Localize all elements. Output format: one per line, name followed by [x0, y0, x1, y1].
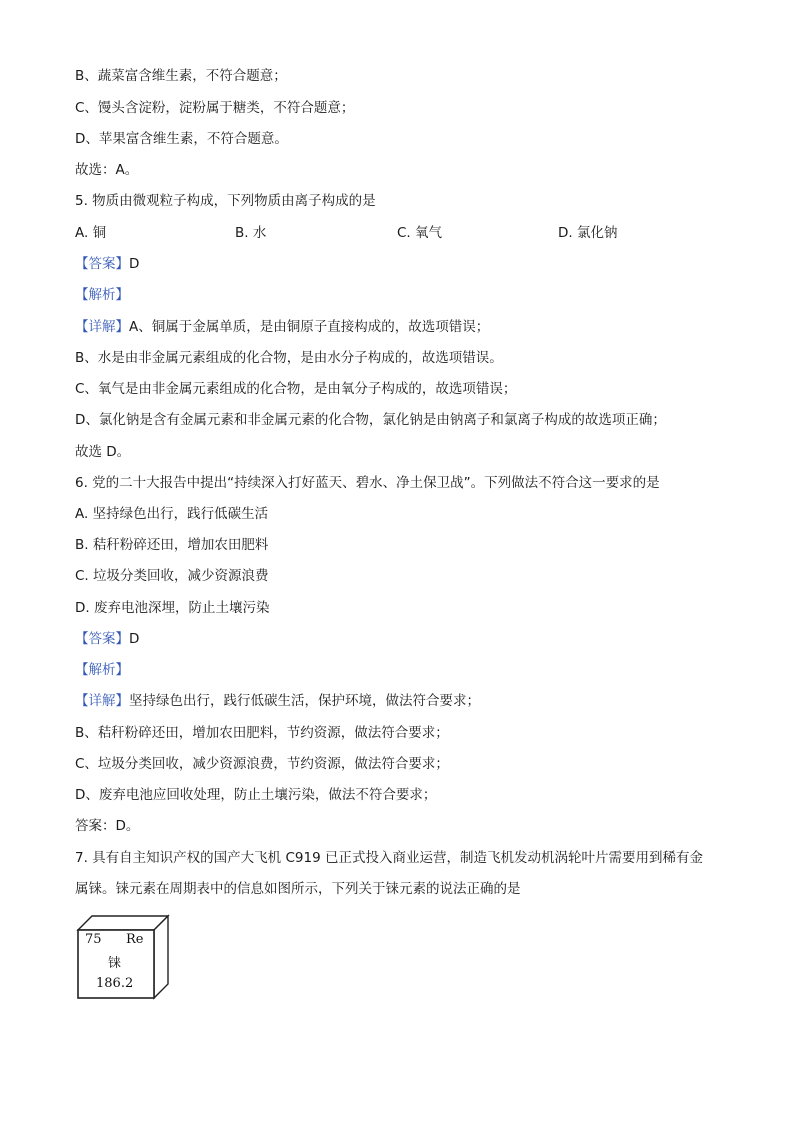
prev-option-c-analysis: C、馒头含淀粉，淀粉属于糖类，不符合题意；: [75, 100, 355, 116]
element-name: 铼: [108, 956, 122, 971]
prev-option-d-analysis: D、苹果富含维生素，不符合题意。: [75, 131, 288, 147]
q5-option-b: B. 水: [235, 225, 267, 241]
q6-answer: [75, 630, 139, 648]
q5-detail-a: [75, 318, 489, 336]
q6-option-d: D. 废弃电池深埋，防止土壤污染: [75, 600, 270, 616]
q5-conclusion: 故选 D。: [75, 444, 131, 460]
q6-detail-a: [75, 692, 480, 710]
element-symbol: Re: [126, 932, 144, 947]
q6-conclusion: 答案：D。: [75, 818, 140, 834]
analysis-tag: 【解析】: [75, 662, 129, 678]
analysis-tag: 【解析】: [75, 287, 129, 303]
atomic-number: 75: [85, 932, 102, 947]
answer-tag: 【答案】: [75, 256, 129, 272]
q6-option-b: B. 秸秆粉碎还田，增加农田肥料: [75, 537, 269, 553]
q5-detail-b: B、水是由非金属元素组成的化合物，是由水分子构成的，故选项错误。: [75, 350, 503, 366]
q6-detail-b: B、秸秆粉碎还田，增加农田肥料，节约资源，做法符合要求；: [75, 725, 449, 741]
q5-detail-d: D、氯化钠是含有金属元素和非金属元素的化合物，氯化钠是由钠离子和氯离子构成的故选项正确；: [75, 412, 666, 428]
q5-option-c: C. 氧气: [397, 225, 443, 241]
prev-conclusion: 故选：A。: [75, 162, 139, 178]
detail-text: 坚持绿色出行，践行低碳生活，保护环境，做法符合要求；: [129, 693, 480, 709]
answer-value: D: [129, 256, 140, 272]
q5-answer: [75, 255, 139, 273]
q5-analysis-heading: [75, 286, 129, 304]
q6-option-a: A. 坚持绿色出行，践行低碳生活: [75, 506, 269, 522]
atomic-mass: 186.2: [96, 976, 134, 991]
answer-tag: 【答案】: [75, 631, 129, 647]
q5-option-d: D. 氯化钠: [558, 225, 618, 241]
answer-value: D: [129, 631, 140, 647]
periodic-element-card: [76, 914, 170, 1000]
prev-option-b-analysis: B、蔬菜富含维生素，不符合题意；: [75, 68, 287, 84]
detail-tag: 【详解】: [75, 693, 129, 709]
q5-detail-c: C、氧气是由非金属元素组成的化合物，是由氧分子构成的，故选项错误；: [75, 381, 517, 397]
q6-option-c: C. 垃圾分类回收，减少资源浪费: [75, 568, 269, 584]
q5-stem: 5. 物质由微观粒子构成，下列物质由离子构成的是: [75, 193, 376, 209]
q5-option-a: A. 铜: [75, 225, 107, 241]
q6-stem: 6. 党的二十大报告中提出“持续深入打好蓝天、碧水、净土保卫战”。下列做法不符合这一要求的是: [75, 475, 660, 491]
q7-stem-line2: 属铼。铼元素在周期表中的信息如图所示，下列关于铼元素的说法正确的是: [75, 881, 521, 897]
q6-detail-c: C、垃圾分类回收，减少资源浪费，节约资源，做法符合要求；: [75, 756, 449, 772]
q6-detail-d: D、废弃电池应回收处理，防止土壤污染，做法不符合要求；: [75, 787, 437, 803]
detail-text: A、铜属于金属单质，是由铜原子直接构成的，故选项错误；: [129, 319, 490, 335]
q7-stem-line1: 7. 具有自主知识产权的国产大飞机 C919 已正式投入商业运营，制造飞机发动机涡轮叶片需要用到稀有金: [75, 850, 703, 866]
q6-analysis-heading: [75, 661, 129, 679]
detail-tag: 【详解】: [75, 319, 129, 335]
